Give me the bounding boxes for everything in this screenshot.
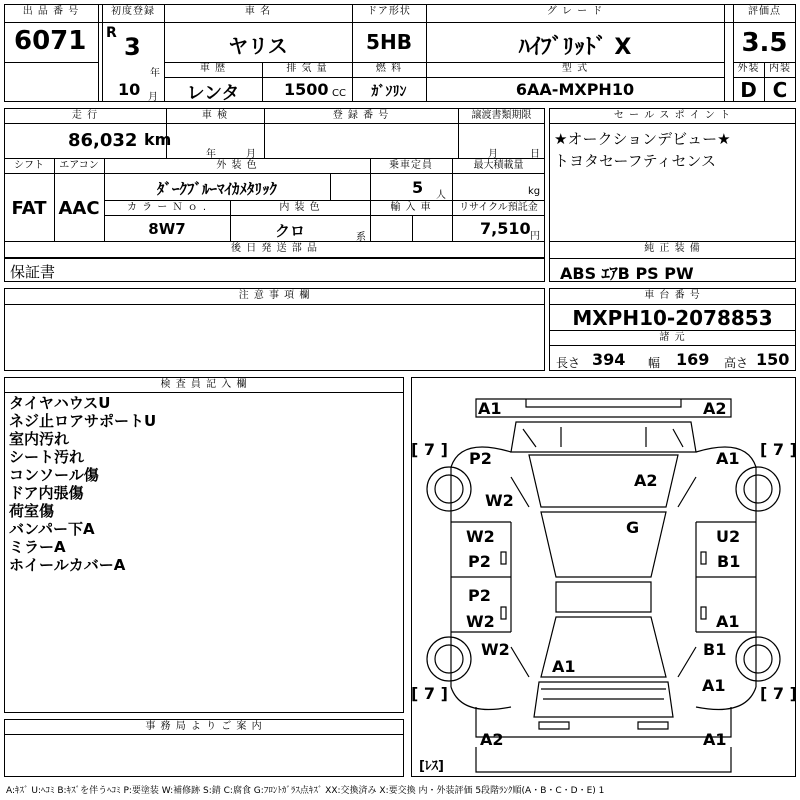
car-name-label: 車 名 — [244, 6, 272, 17]
mark: U2 — [716, 527, 741, 546]
later-parts-box — [4, 258, 545, 282]
recycle-value: 7,510 — [480, 219, 531, 238]
displacement-value: 1500 — [284, 80, 329, 99]
model-code: 6AA-MXPH10 — [515, 80, 635, 99]
int-color-value: クロ — [274, 222, 305, 240]
tire-rl: [ 7 ] — [411, 684, 448, 703]
equipment-value: ABS ｴｱB PS PW — [560, 264, 694, 283]
mark-rear-right: A1 — [703, 730, 727, 749]
capacity-value: 5 — [412, 178, 424, 197]
door-type: 5HB — [366, 30, 412, 54]
mark: B1 — [703, 640, 727, 659]
mark: A1 — [552, 657, 576, 676]
inspector-note: ミラーA — [9, 538, 66, 556]
mileage-value: 86,032 — [68, 130, 138, 151]
width-value: 169 — [676, 350, 710, 369]
reg-month: 10 — [118, 80, 141, 99]
mark: B1 — [717, 552, 741, 571]
car-diagram — [411, 377, 796, 777]
mark: A1 — [716, 449, 740, 468]
inspector-note: 荷室傷 — [9, 502, 55, 520]
ext-grade: D — [740, 78, 757, 102]
mark-front-left: A1 — [478, 399, 502, 418]
length-value: 394 — [592, 350, 626, 369]
score-label: 評価点 — [748, 6, 781, 17]
history-value: レンタ — [186, 83, 240, 104]
shift-value: FAT — [11, 198, 47, 219]
mark: P2 — [468, 586, 491, 605]
tire-rr: [ 7 ] — [760, 684, 797, 703]
sales-point-2: トヨタセーフティセンス — [554, 152, 717, 170]
aircon-value: AAC — [58, 198, 100, 219]
inspector-note: タイヤハウスU — [9, 394, 111, 412]
later-parts-value: 保証書 — [10, 263, 56, 281]
mark-rear-left: A2 — [480, 730, 504, 749]
mark: A2 — [634, 471, 658, 490]
mark: G — [626, 518, 640, 537]
height-value: 150 — [756, 350, 790, 369]
color-no-value: 8W7 — [148, 220, 186, 238]
grade-label: グ レ ー ド — [546, 6, 604, 17]
fuel-value: ｶﾞｿﾘﾝ — [371, 84, 407, 100]
reg-year: 3 — [124, 33, 141, 61]
inspector-note: バンパー下A — [9, 520, 95, 538]
mark: W2 — [466, 527, 495, 546]
sales-point-1: ★オークションデビュー★ — [554, 130, 731, 148]
inspector-note: ネジ止ロアサポートU — [9, 412, 157, 430]
mark: A1 — [702, 676, 726, 695]
car-name: ヤリス — [228, 34, 288, 58]
rest-label: [ﾚｽ] — [419, 759, 444, 774]
legend: A:ｷｽﾞ U:ﾍｺﾐ B:ｷｽﾞを伴うﾍｺﾐ P:要塗装 W:補修跡 S:錆 C:腐食 G:ﾌﾛﾝﾄｶﾞﾗｽ点ｷｽﾞ XX:交換済み X:要交換 内・外装評価 5段階ﾗﾝｸ順(A・B・C・D・E) 1 — [6, 786, 605, 796]
int-grade: C — [772, 78, 788, 102]
mark: W2 — [466, 612, 495, 631]
era: R — [106, 25, 117, 41]
tire-fr: [ 7 ] — [760, 440, 797, 459]
inspector-note: 室内汚れ — [9, 430, 70, 448]
inspector-note: コンソール傷 — [9, 466, 99, 484]
inspector-notes-list — [9, 394, 156, 574]
tire-fl: [ 7 ] — [411, 440, 448, 459]
mark: P2 — [468, 552, 491, 571]
mark-front-right: A2 — [703, 399, 727, 418]
score-value: 3.5 — [741, 28, 788, 58]
mark: W2 — [485, 491, 514, 510]
first-reg-label: 初度登録 — [111, 6, 155, 17]
lot-number: 6071 — [14, 26, 87, 56]
inspector-note: ホイールカバーA — [9, 556, 126, 574]
ext-color-value: ﾀﾞｰｸﾌﾞﾙｰﾏｲｶﾒﾀﾘｯｸ — [156, 180, 277, 198]
inspector-note: シート汚れ — [9, 448, 85, 466]
door-label: ドア形状 — [367, 6, 411, 17]
mark: P2 — [469, 449, 492, 468]
mark: W2 — [481, 640, 510, 659]
grade-value: ﾊｲﾌﾞﾘｯﾄﾞ X — [518, 35, 632, 60]
chassis-number: MXPH10-2078853 — [572, 306, 773, 330]
mark: A1 — [716, 612, 740, 631]
inspector-note: ドア内張傷 — [9, 484, 84, 502]
lot-no-label: 出 品 番 号 — [22, 6, 80, 17]
